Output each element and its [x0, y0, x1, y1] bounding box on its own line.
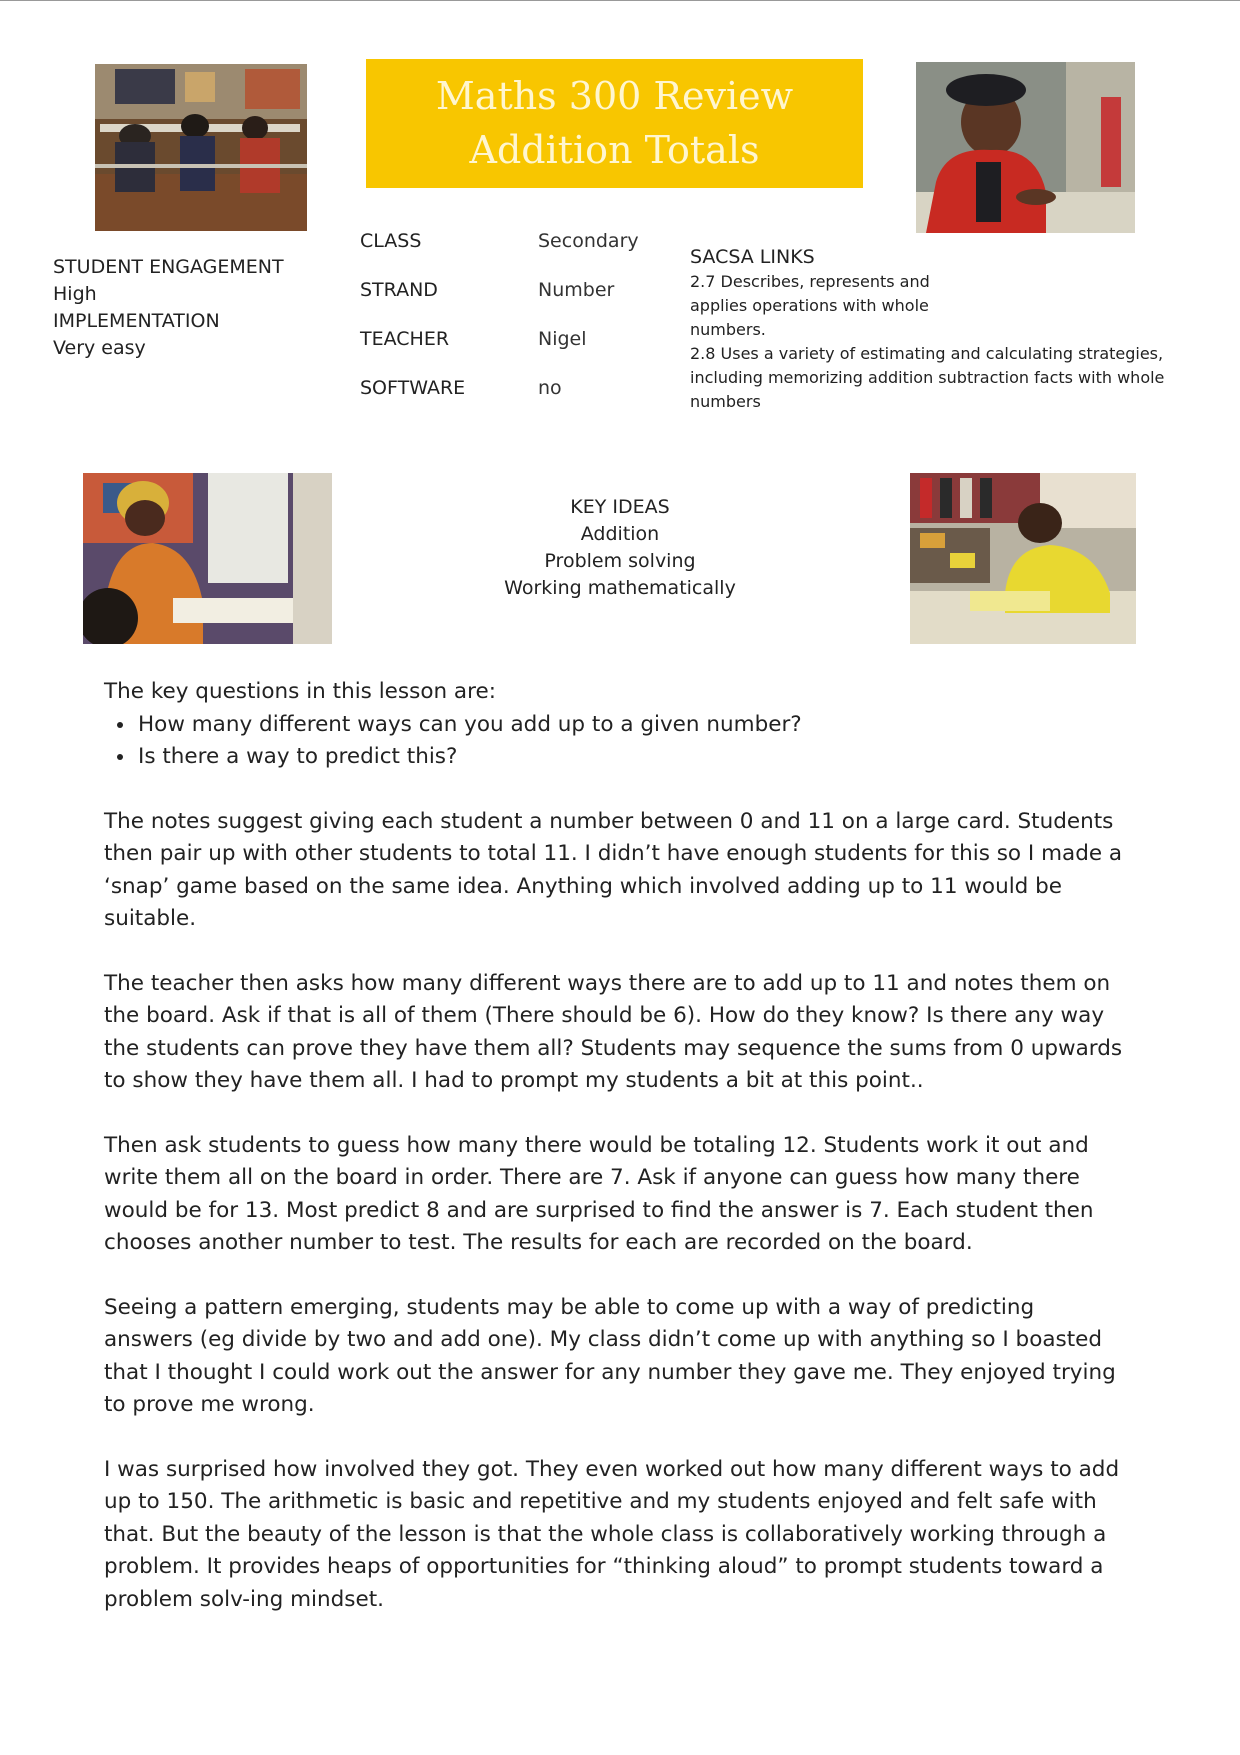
- body-paragraph: I was surprised how involved they got. They even worked out how many different ways to add up to 150. The arithmetic is basic and repetitive and my students enjoyed and felt safe with that. But the beauty of the lesson is that the whole class is collaboratively working through a problem. It provides heaps of opportunities for “thinking aloud” to prompt students toward a problem solv-ing mindset.: [104, 1456, 1120, 1612]
- lesson-body: [104, 676, 1124, 1648]
- key-ideas-heading: KEY IDEAS: [570, 496, 670, 518]
- question-item: • How many different ways can you add up to a given number?: [136, 709, 1124, 742]
- key-idea-item: Working mathematically: [504, 577, 736, 599]
- teacher-value: Nigel: [538, 328, 587, 350]
- top-border: [0, 0, 1240, 1]
- teacher-label: TEACHER: [360, 328, 450, 350]
- strand-value: Number: [538, 279, 615, 301]
- sacsa-line: numbers.: [690, 320, 766, 339]
- implementation-label: IMPLEMENTATION: [53, 310, 220, 332]
- title-line-2: Addition Totals: [469, 128, 760, 172]
- title-banner: [366, 59, 863, 188]
- key-idea-item: Problem solving: [544, 550, 696, 572]
- key-questions-list: [104, 709, 1124, 774]
- key-idea-item: Addition: [580, 523, 660, 545]
- sacsa-line: 2.8 Uses a variety of estimating and calculating strategies,: [690, 344, 1164, 363]
- student-cap-photo: [916, 62, 1135, 233]
- strand-label: STRAND: [360, 279, 438, 301]
- sacsa-line: 2.7 Describes, represents and: [690, 272, 930, 291]
- implementation-value: Very easy: [53, 337, 146, 359]
- body-paragraph: Then ask students to guess how many there would be totaling 12. Students work it out and write them all on the board in order. There are 7. Ask if anyone can guess how many there would be for 13. Most predict 8 and are surprised to find the answer is 7. Each student then chooses another number to test. The results for each are recorded on the board.: [104, 1132, 1094, 1255]
- body-paragraph: The notes suggest giving each student a number between 0 and 11 on a large card. Students then pair up with other students to total 11. I didn’t have enough students for this so I made a ‘snap’ game based on the same idea. Anything which involved adding up to 11 would be suitable.: [104, 808, 1123, 931]
- question-item: • Is there a way to predict this?: [136, 741, 1124, 774]
- body-paragraph: Seeing a pattern emerging, students may be able to come up with a way of predicting answers (eg divide by two and add one). My class didn’t come up with anything so I boasted that I thought I could work out the answer for any number they gave me. They enjoyed trying to prove me wrong.: [104, 1294, 1116, 1417]
- intro-line: The key questions in this lesson are:: [104, 679, 496, 704]
- classroom-photo-top-left: [95, 64, 307, 231]
- class-label: CLASS: [360, 230, 422, 252]
- engagement-value: High: [53, 283, 97, 305]
- class-value: Secondary: [538, 230, 639, 252]
- title-line-1: Maths 300 Review: [435, 74, 794, 118]
- software-value: no: [538, 377, 562, 399]
- software-label: SOFTWARE: [360, 377, 466, 399]
- sacsa-links: [690, 244, 1164, 414]
- key-ideas: [470, 494, 770, 602]
- engagement-label: STUDENT ENGAGEMENT: [53, 256, 284, 278]
- teacher-photo: [83, 473, 332, 644]
- sacsa-line: applies operations with whole: [690, 296, 929, 315]
- sacsa-heading: SACSA LINKS: [690, 246, 815, 268]
- student-yellow-shirt-photo: [910, 473, 1136, 644]
- body-paragraph: The teacher then asks how many different ways there are to add up to 11 and notes them on the board. Ask if that is all of them (There should be 6). How do they know? Is there any way the students can prove they have them all? Students may sequence the sums from 0 upwards to show they have them all. I had to prompt my students a bit at this point..: [104, 970, 1123, 1093]
- sacsa-line: numbers: [690, 392, 761, 411]
- sacsa-line: including memorizing addition subtraction facts with whole: [690, 368, 1165, 387]
- engagement-block: [53, 254, 284, 362]
